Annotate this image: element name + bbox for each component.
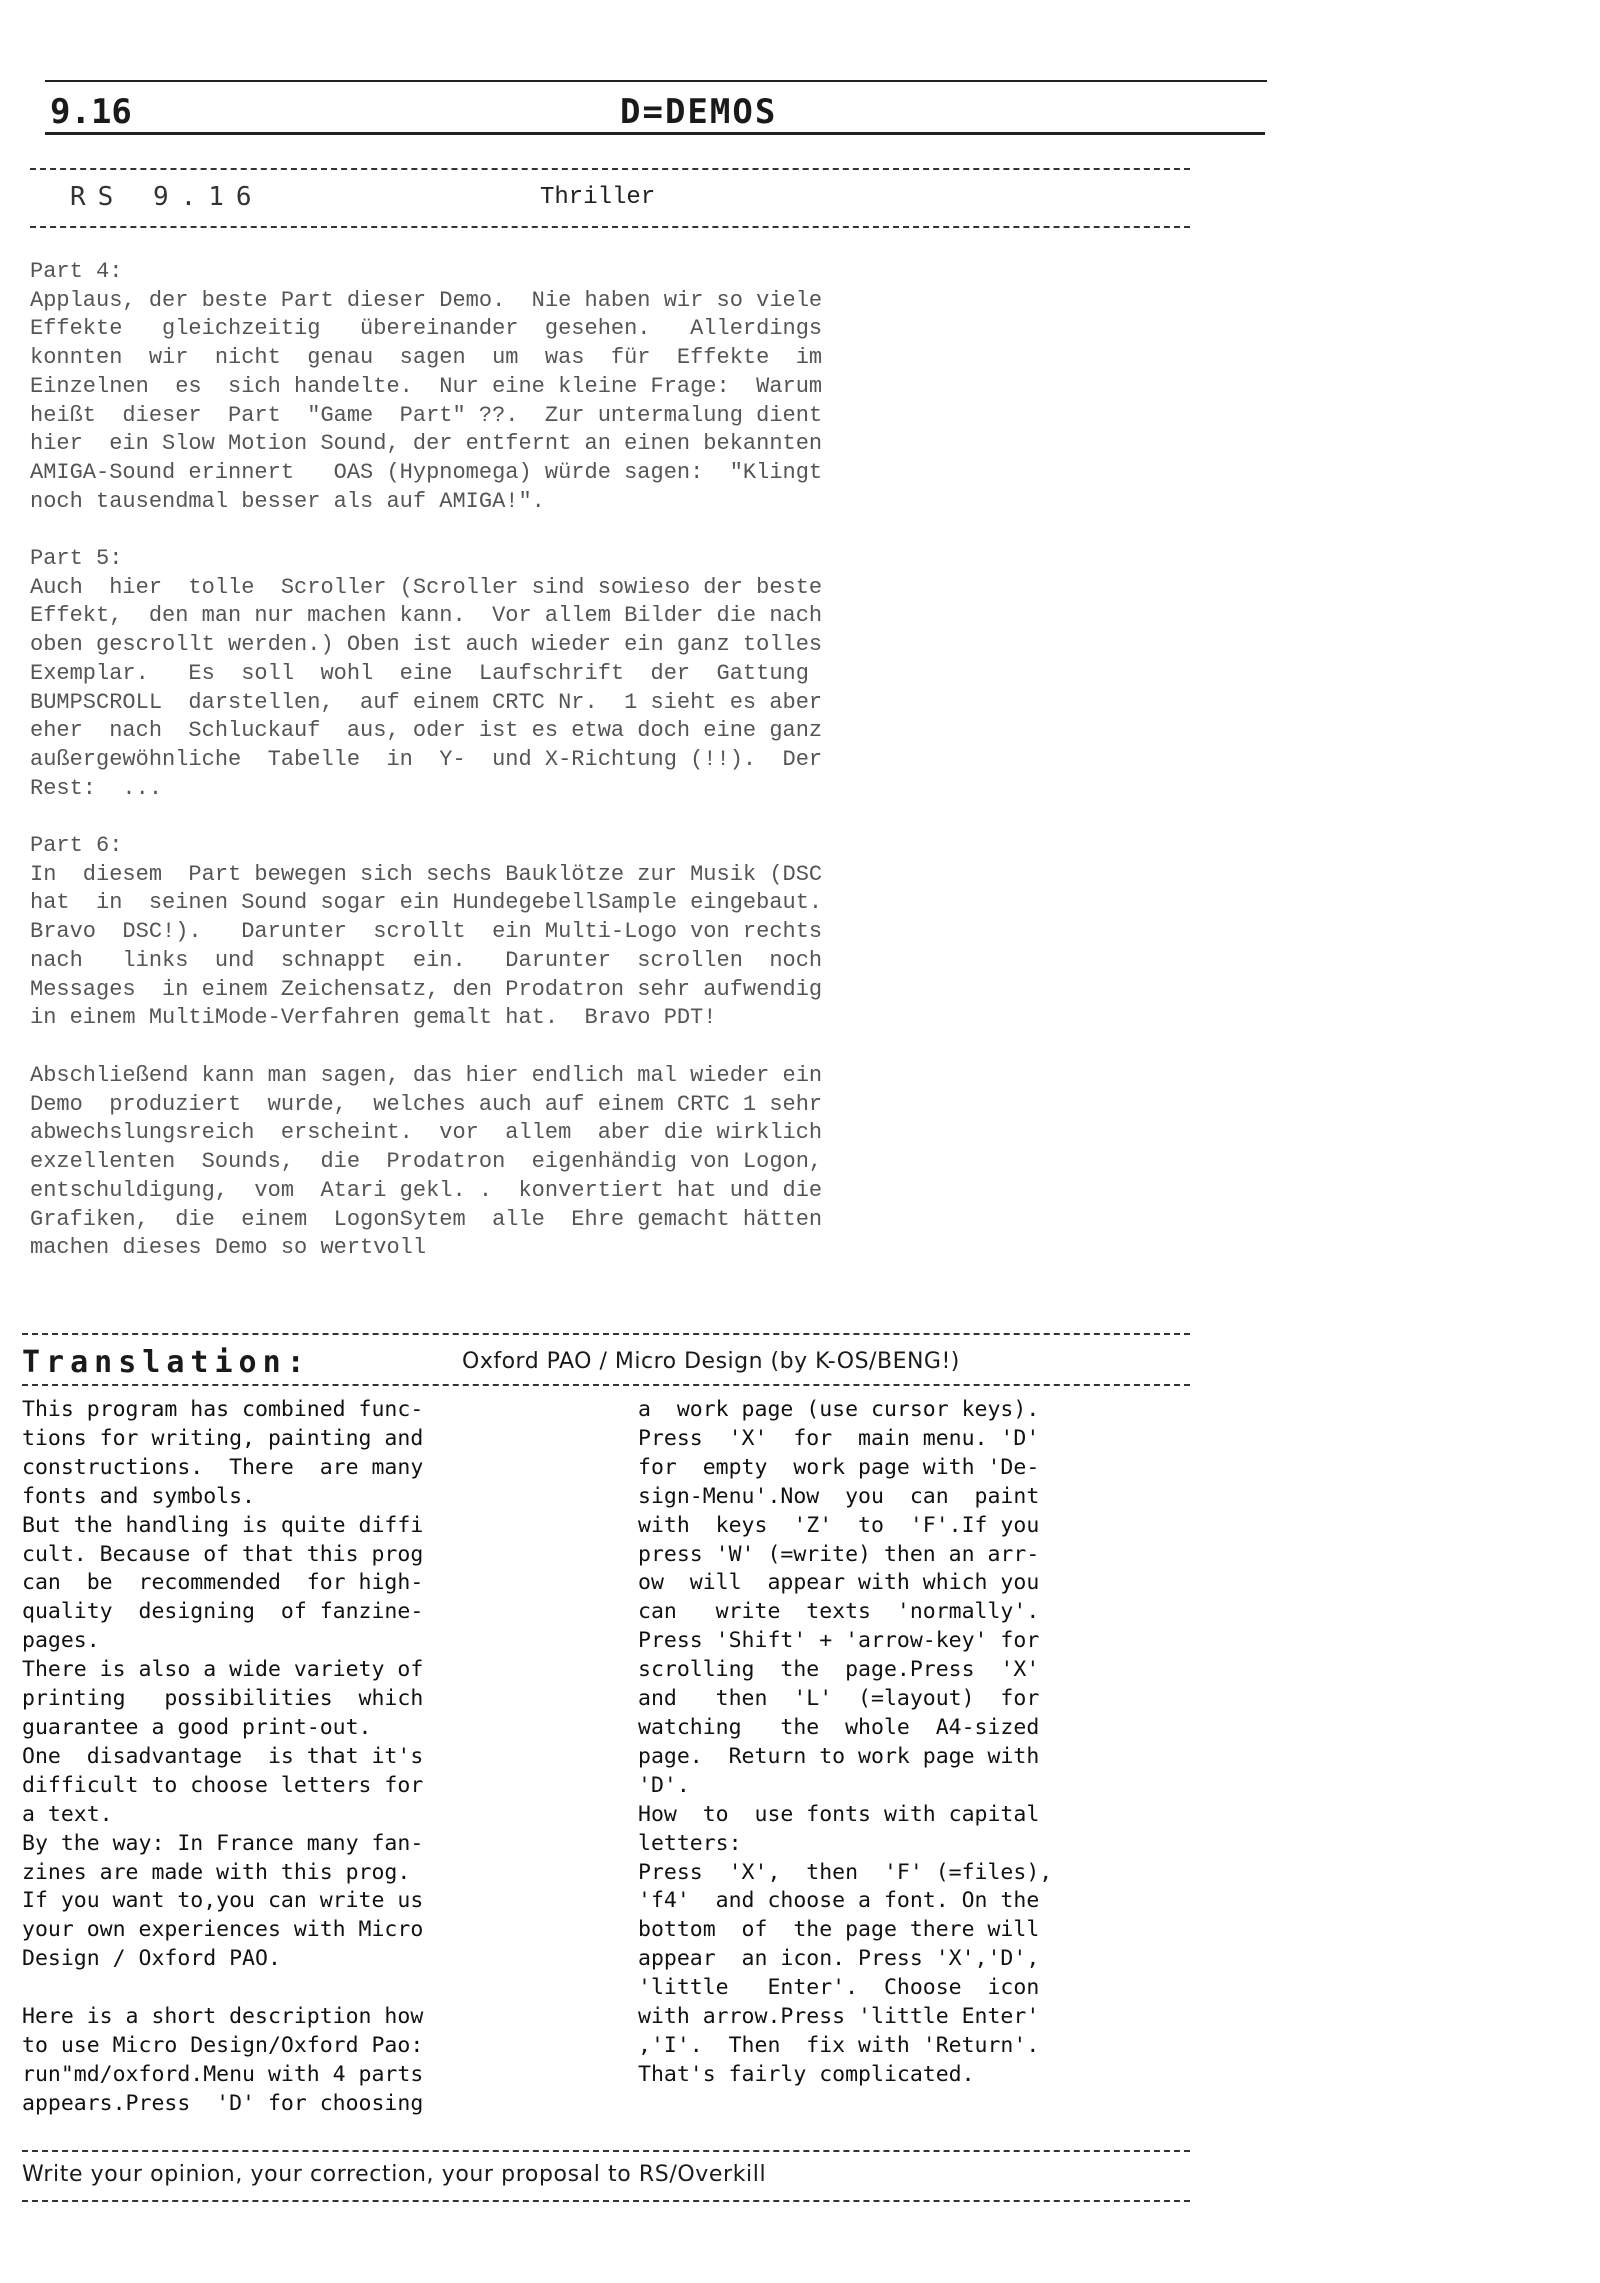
translation-subtitle: Oxford PAO / Micro Design (by K-OS/BENG!) [462,1349,960,1374]
footer-bottom-rule [22,2200,1190,2202]
review-title: Thriller [540,184,656,211]
translation-top-rule [22,1333,1190,1335]
review-paragraph-conclusion: Abschließend kann man sagen, das hier endlich mal wieder ein Demo produziert wurde, welches auch auf einem CRTC 1 sehr abwechslungsreich erscheint. vor allem aber die wirklich exzellenten Sounds, die Prodatron eigenhändig von Logon, entschuldigung, vom Atari gekl. . konvertiert hat und die Grafiken, die einem LogonSytem alle Ehre gemacht hätten machen dieses Demo so wertvoll [30,1063,823,1261]
review-label: RS 9.16 [70,182,264,212]
review-paragraph-part4: Part 4: Applaus, der beste Part dieser Demo. Nie haben wir so viele Effekte gleichzeitig übereinander gesehen. Allerdings konnten wir nicht genau sagen um was für Effekte im Einzelnen es sich handelte. Nur eine kleine Frage: Warum heißt dieser Part "Game Part" ??. Zur untermalung dient hier ein Slow Motion Sound, der entfernt an einen bekannten AMIGA-Sound erinnert OAS (Hypnomega) würde sagen: "Klingt noch tausendmal besser als auf AMIGA!". [30,259,823,514]
translation-heading: Translation: [22,1345,311,1380]
review-banner-top-rule [30,168,1190,170]
translation-right-column: a work page (use cursor keys). Press 'X' for main menu. 'D' for empty work page with 'De- sign-Menu'.Now you can paint with keys 'Z' to 'F'.If you press 'W' (=write) then an arr- ow will appear with which you can write texts 'normally'. Press 'Shift' + 'arrow-key' for scrolling the page.Press 'X' and then 'L' (=layout) for watching the whole A4-sized page. Return to work page with 'D'. How to use fonts with capital letters: Press 'X', then 'F' (=files), 'f4' and choose a font. On the bottom of the page there will appear an icon. Press 'X','D', 'little Enter'. Choose icon with arrow.Press 'little Enter' ,'I'. Then fix with 'Return'. That's fairly complicated. [638,1397,1053,2087]
footer-top-rule [22,2150,1190,2152]
translation-heading-rule [22,1384,1190,1386]
footer-note: Write your opinion, your correction, your proposal to RS/Overkill [22,2162,767,2187]
review-paragraph-part6: Part 6: In diesem Part bewegen sich sechs Bauklötze zur Musik (DSC hat in seinen Sound sogar ein HundegebellSample eingebaut. Bravo DSC!). Darunter scrollt ein Multi-Logo von rechts nach links und schnappt ein. Darunter scrollen noch Messages in einem Zeichensatz, den Prodatron sehr aufwendig in einem MultiMode-Verfahren gemalt hat. Bravo PDT! [30,833,823,1031]
header-rule [45,132,1265,135]
review-paragraph-part5: Part 5: Auch hier tolle Scroller (Scroller sind sowieso der beste Effekt, den man nur machen kann. Vor allem Bilder die nach oben gescrollt werden.) Oben ist auch wieder ein ganz tolles Exemplar. Es soll wohl eine Laufschrift der Gattung BUMPSCROLL darstellen, auf einem CRTC Nr. 1 sieht es aber eher nach Schluckauf aus, oder ist es etwa doch eine ganz außergewöhnliche Tabelle in Y- und X-Richtung (!!). Der Rest: ... [30,546,823,801]
top-rule [45,80,1267,82]
section-title: D=DEMOS [620,92,778,132]
translation-left-column: This program has combined func- tions for writing, painting and constructions. There are many fonts and symbols. But the handling is quite diffi cult. Because of that this prog can be recommended for high- quality designing of fanzine- pages. There is also a wide variety of printing possibilities which guarantee a good print-out. One disadvantage is that it's difficult to choose letters for a text. By the way: In France many fan- zines are made with this prog. If you want to,you can write us your own experiences with Micro Design / Oxford PAO. Here is a short description how to use Micro Design/Oxford Pao: run"md/oxford.Menu with 4 parts appears.Press 'D' for choosing [22,1397,424,2116]
review-banner-bottom-rule [30,226,1190,228]
section-number: 9.16 [50,92,132,132]
